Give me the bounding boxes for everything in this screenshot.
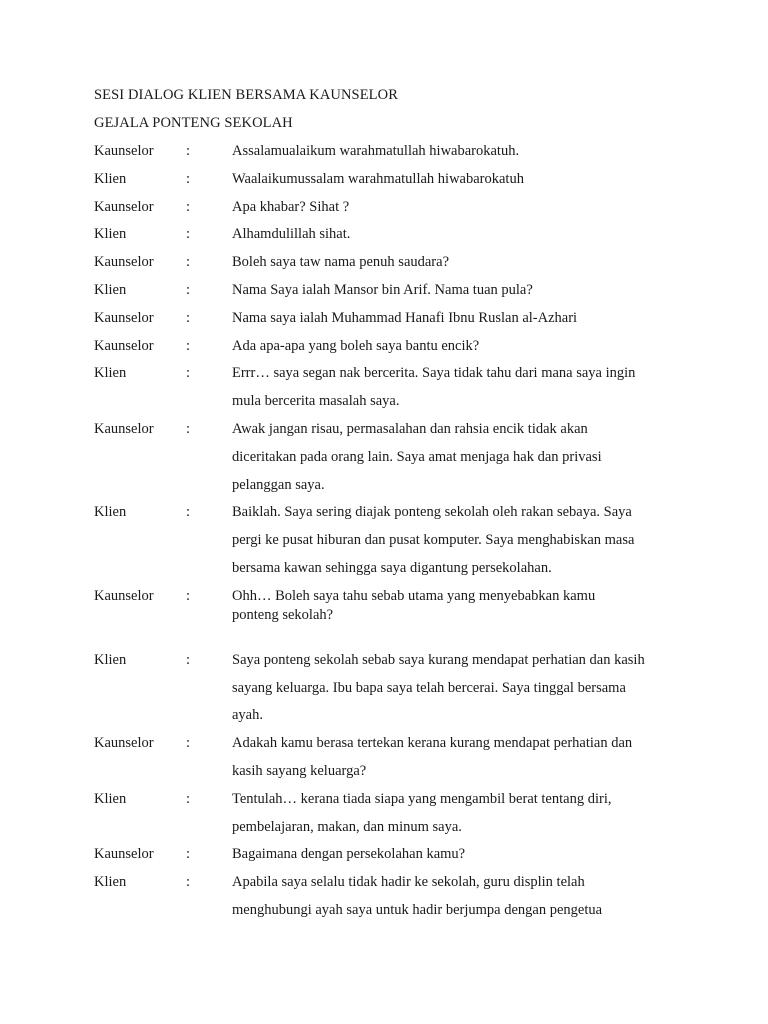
utterance-line: pergi ke pusat hiburan dan pusat komputer. Saya menghabiskan masa (232, 532, 635, 549)
speaker-label: Kaunselor (94, 846, 154, 863)
speaker-label: Kaunselor (94, 587, 154, 604)
utterance-line: Assalamualaikum warahmatullah hiwabarokatuh. (232, 143, 520, 159)
separator-colon: : (186, 790, 191, 807)
utterance-line: Waalaikumussalam warahmatullah hiwabarokatuh (232, 170, 524, 187)
speaker-label: Klien (94, 281, 127, 298)
speaker-label: Kaunselor (94, 254, 154, 271)
dialog-row (94, 652, 694, 735)
dialog-row (94, 199, 694, 227)
document-subtitle: GEJALA PONTENG SEKOLAH (94, 115, 293, 131)
separator-colon: : (186, 365, 191, 382)
utterance (232, 504, 667, 587)
speaker-label: Klien (94, 170, 127, 187)
dialog-row (94, 588, 694, 626)
separator-colon: : (186, 281, 191, 298)
document-title: SESI DIALOG KLIEN BERSAMA KAUNSELOR (94, 87, 398, 103)
utterance (232, 199, 667, 227)
separator-colon: : (186, 143, 191, 159)
separator-colon: : (186, 651, 191, 668)
utterance (232, 143, 667, 171)
utterance-line: Ohh… Boleh saya tahu sebab utama yang menyebabkan kamu (232, 587, 596, 604)
utterance-line: ayah. (232, 707, 263, 724)
separator-colon: : (186, 587, 191, 604)
speaker-label: Kaunselor (94, 420, 154, 437)
utterance-line: Baiklah. Saya sering diajak ponteng sekolah oleh rakan sebaya. Saya (232, 504, 632, 521)
speaker-label: Kaunselor (94, 143, 154, 159)
utterance-line: Awak jangan risau, permasalahan dan rahsia encik tidak akan (232, 420, 588, 437)
utterance (232, 310, 667, 338)
dialog-row (94, 504, 694, 587)
dialog-row (94, 338, 694, 366)
separator-colon: : (186, 254, 191, 271)
dialog-row (94, 310, 694, 338)
separator-colon: : (186, 874, 191, 891)
utterance-line: Nama saya ialah Muhammad Hanafi Ibnu Ruslan al-Azhari (232, 309, 578, 326)
utterance (232, 365, 667, 421)
utterance-line: Saya ponteng sekolah sebab saya kurang mendapat perhatian dan kasih (232, 651, 645, 668)
utterance-line: Ada apa-apa yang boleh saya bantu encik? (232, 337, 480, 354)
utterance (232, 874, 667, 930)
utterance-line: Bagaimana dengan persekolahan kamu? (232, 846, 466, 863)
separator-colon: : (186, 337, 191, 354)
utterance (232, 791, 667, 847)
separator-colon: : (186, 198, 191, 215)
dialog-row (94, 282, 694, 310)
utterance (232, 588, 667, 626)
utterance-line: menghubungi ayah saya untuk hadir berjumpa dengan pengetua (232, 901, 603, 918)
dialog-row (94, 874, 694, 930)
separator-colon: : (186, 735, 191, 752)
utterance (232, 226, 667, 254)
utterance-line: Adakah kamu berasa tertekan kerana kurang mendapat perhatian dan (232, 735, 633, 752)
speaker-label: Klien (94, 365, 127, 382)
dialog-row (94, 791, 694, 847)
dialog-row (94, 421, 694, 504)
utterance (232, 421, 667, 504)
utterance-line: Alhamdulillah sihat. (232, 226, 351, 243)
speaker-label: Kaunselor (94, 337, 154, 354)
separator-colon: : (186, 846, 191, 863)
separator-colon: : (186, 226, 191, 243)
utterance-line: Tentulah… kerana tiada siapa yang mengambil berat tentang diri, (232, 790, 612, 807)
separator-colon: : (186, 504, 191, 521)
speaker-label: Klien (94, 504, 127, 521)
utterance-line: ponteng sekolah? (232, 606, 334, 623)
speaker-label: Kaunselor (94, 309, 154, 326)
speaker-label: Klien (94, 651, 127, 668)
utterance-line: diceritakan pada orang lain. Saya amat menjaga hak dan privasi (232, 448, 602, 465)
utterance-line: bersama kawan sehingga saya digantung persekolahan. (232, 559, 552, 576)
dialog-row (94, 254, 694, 282)
dialog-row (94, 226, 694, 254)
utterance (232, 652, 667, 735)
separator-colon: : (186, 170, 191, 187)
utterance (232, 171, 667, 199)
separator-colon: : (186, 309, 191, 326)
dialog-row (94, 171, 694, 199)
utterance (232, 338, 667, 366)
speaker-label: Klien (94, 790, 127, 807)
utterance-line: pelanggan saya. (232, 476, 325, 493)
dialog-row (94, 735, 694, 791)
speaker-label: Klien (94, 226, 127, 243)
utterance-line: sayang keluarga. Ibu bapa saya telah bercerai. Saya tinggal bersama (232, 679, 626, 696)
utterance-line: Apa khabar? Sihat ? (232, 198, 350, 215)
utterance-line: pembelajaran, makan, dan minum saya. (232, 818, 462, 835)
utterance-line: Apabila saya selalu tidak hadir ke sekolah, guru displin telah (232, 874, 585, 891)
separator-colon: : (186, 420, 191, 437)
utterance-line: Nama Saya ialah Mansor bin Arif. Nama tuan pula? (232, 281, 533, 298)
dialog-row (94, 143, 694, 171)
dialog-row (94, 846, 694, 874)
utterance (232, 254, 667, 282)
utterance-line: Errr… saya segan nak bercerita. Saya tidak tahu dari mana saya ingin (232, 365, 636, 382)
dialog-list (94, 143, 694, 930)
utterance (232, 282, 667, 310)
utterance (232, 735, 667, 791)
speaker-label: Klien (94, 874, 127, 891)
utterance-line: Boleh saya taw nama penuh saudara? (232, 254, 450, 271)
utterance-line: mula bercerita masalah saya. (232, 393, 400, 410)
utterance (232, 846, 667, 874)
speaker-label: Kaunselor (94, 198, 154, 215)
dialog-row (94, 365, 694, 421)
speaker-label: Kaunselor (94, 735, 154, 752)
utterance-line: kasih sayang keluarga? (232, 762, 367, 779)
